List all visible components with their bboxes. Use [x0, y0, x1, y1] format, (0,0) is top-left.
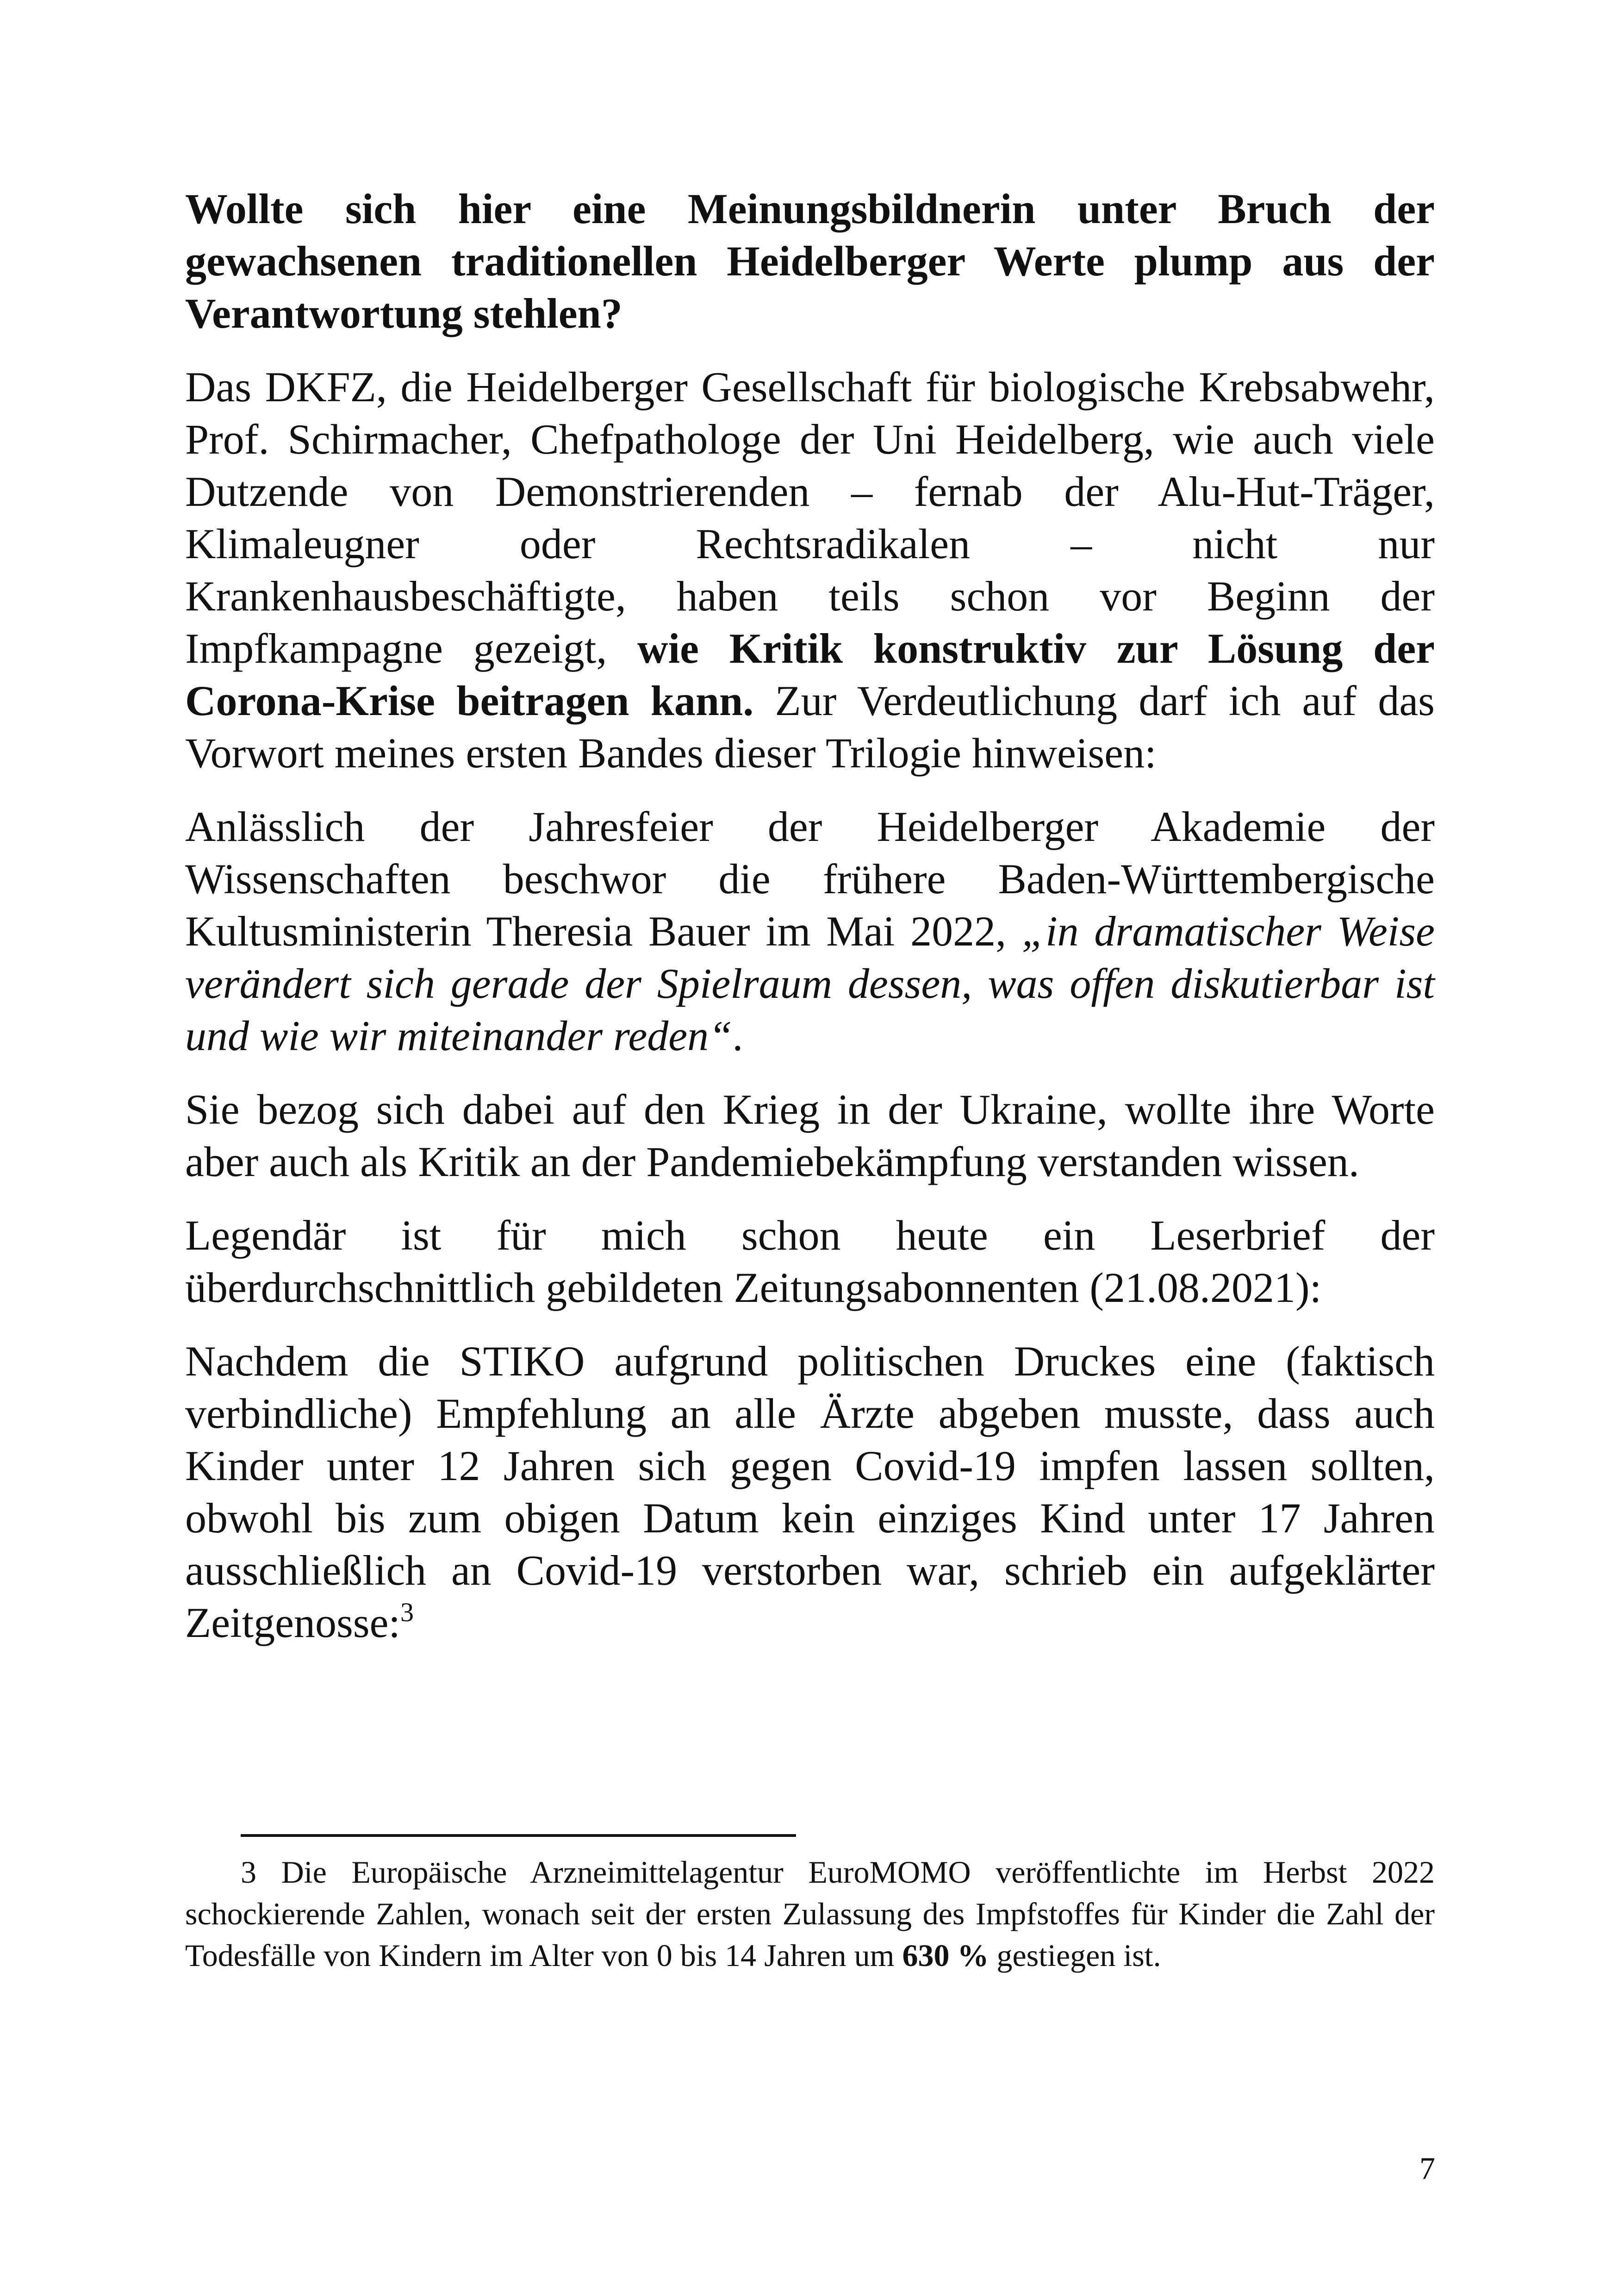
paragraph-ukraine: Sie bezog sich dabei auf den Krieg in der Ukraine, wollte ihre Worte aber auch als Kritik an der Pandemiebekämpfung verstanden wissen.: [185, 1086, 1435, 1185]
footnote-emphasis: 630 %: [902, 1938, 989, 1973]
footnote: [185, 1851, 1435, 1976]
footnote-mark: 3: [241, 1854, 256, 1890]
paragraph-stiko: [185, 1335, 1435, 1649]
paragraph-stiko-text: Nachdem die STIKO aufgrund politischen Druckes eine (faktisch verbindliche) Empfehlung an alle Ärzte abgeben musste, dass auch Kinder unter 12 Jahren sich gegen Covid-19 impfen lassen sollten, obwohl bis zum obigen Datum kein einziges Kind unter 17 Jahren ausschließlich an Covid-19 verstorben war, schrieb ein aufgeklärter Zeitgenosse:: [185, 1338, 1435, 1646]
paragraph-dkfz-emphasis: wie Kritik konstruktiv zur Lösung der Corona-Krise beitragen kann.: [185, 625, 1435, 724]
question-paragraph: Wollte sich hier eine Meinungsbildnerin unter Bruch der gewachsenen traditionellen Heidelberger Werte plump aus der Verantwortung stehlen?: [185, 185, 1435, 337]
page-body: [185, 183, 1435, 1670]
footnote-reference[interactable]: 3: [400, 1597, 414, 1627]
paragraph-leserbrief: Legendär ist für mich schon heute ein Leserbrief der überdurchschnittlich gebildeten Zeitungsabonnenten (21.08.2021):: [185, 1212, 1435, 1311]
paragraph-dkfz: [185, 361, 1435, 779]
paragraph-akademie-end: .: [732, 1012, 743, 1059]
paragraph-dkfz-text: Das DKFZ, die Heidelberger Gesellschaft für biologische Krebsabwehr, Prof. Schirmacher, Chefpathologe der Uni Heidelberg, wie auch viele Dutzende von Demonstrierenden – fernab der Alu-Hut-Träger, Klimaleugner oder Rechtsradikalen – nicht nur Krankenhausbeschäftigte, haben teils schon vor Beginn der Impfkampagne gezeigt,: [185, 363, 1435, 672]
footnote-text: Die Europäische Arzneimittelagentur EuroMOMO veröffentlichte im Herbst 2022 schockierende Zahlen, wonach seit der ersten Zulassung des Impfstoffes für Kinder die Zahl der Todesfälle von Kindern im Alter von 0 bis 14 Jahren um: [185, 1854, 1435, 1973]
footnote-divider: [241, 1834, 796, 1837]
paragraph-dkfz-text-end: Zur Verdeutlichung darf ich auf das Vorwort meines ersten Bandes dieser Trilogie hinweisen:: [185, 677, 1435, 777]
page-number: 7: [1419, 2151, 1435, 2186]
footnote-text-end: gestiegen ist.: [989, 1938, 1161, 1973]
paragraph-akademie: [185, 801, 1435, 1062]
paragraph-akademie-text: Anlässlich der Jahresfeier der Heidelberger Akademie der Wissenschaften beschwor die frühere Baden-Württembergische Kultusministerin Theresia Bauer im Mai 2022,: [185, 803, 1435, 955]
quote-bauer: „in dramatischer Weise verändert sich gerade der Spielraum dessen, was offen diskutierbar ist und wie wir miteinander reden“: [185, 908, 1435, 1059]
